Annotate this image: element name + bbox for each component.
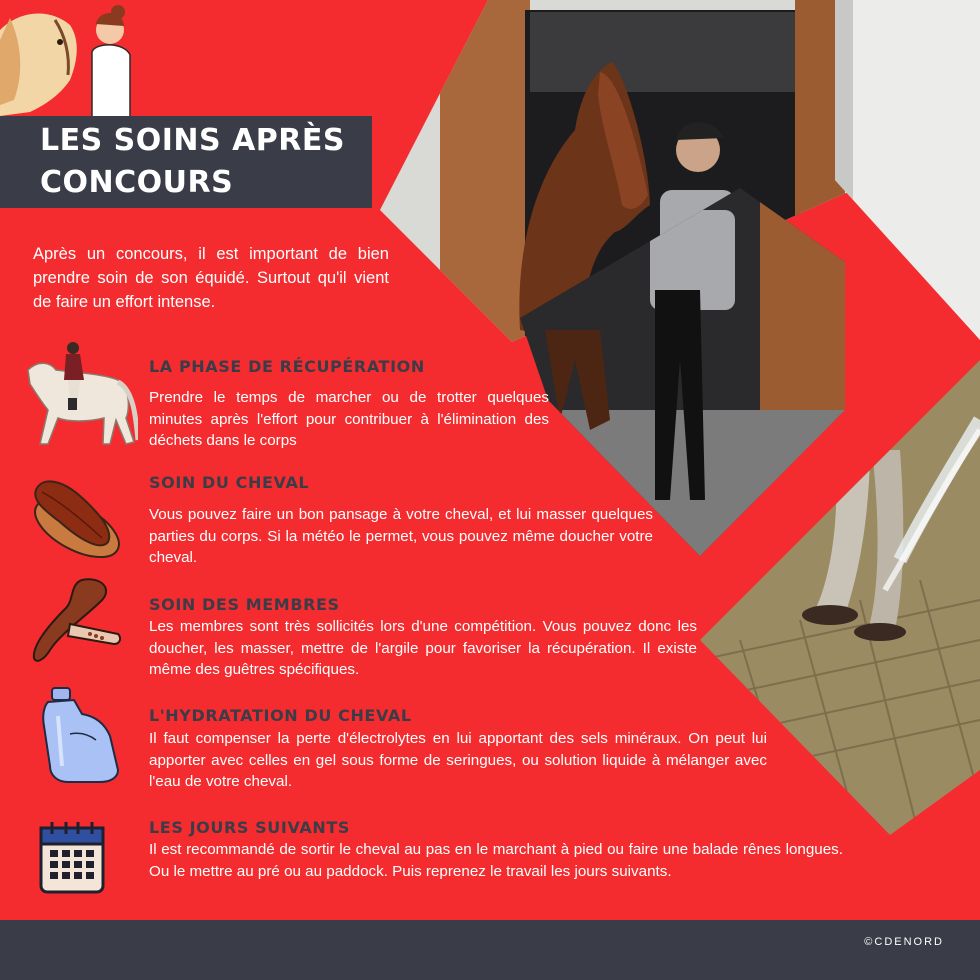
section-text-membres: Les membres sont très sollicités lors d'une compétition. Vous pouvez donc les doucher, les masser, mettre de l'argile pour favoriser la récupération. Il existe même des guêtres spécifiques.: [149, 618, 697, 678]
section-text-jours-suivants: Il est recommandé de sortir le cheval au pas en le marchant à pied ou faire une balade rênes longues. Ou le mettre au pré ou au paddock. Puis reprenez le travail les jours suivants.: [149, 841, 843, 880]
section-text-hydratation: Il faut compenser la perte d'électrolytes en lui apportant des sels minéraux. On peut lui apporter avec celles en gel sous forme de seringues, ou solution liquide à mélanger avec l'eau de votre cheval.: [149, 730, 767, 790]
footer-bar: [0, 920, 980, 980]
page-title-line-1: LES SOINS APRÈS: [40, 123, 345, 158]
section-text-recuperation: Prendre le temps de marcher ou de trotter quelques minutes après l'effort pour contribuer à l'élimination des déchets dans le corps: [149, 389, 549, 449]
intro-text: Après un concours, il est important de bien prendre soin de son équidé. Surtout qu'il vient de faire un effort intense.: [33, 245, 389, 311]
section-title-hydratation: L'HYDRATATION DU CHEVAL: [149, 706, 412, 725]
woman-horse-icon: [0, 0, 132, 118]
calendar-icon: [38, 820, 106, 896]
hoof-pick-icon: [30, 572, 126, 668]
section-text-soin-cheval: Vous pouvez faire un bon pansage à votre cheval, et lui masser quelques parties du corps. Si la météo le permet, vous pouvez même doucher votre cheval.: [149, 506, 653, 566]
horse-rider-icon: [18, 340, 138, 452]
page-title: [40, 120, 345, 204]
section-title-jours-suivants: LES JOURS SUIVANTS: [149, 818, 350, 837]
section-title-membres: SOIN DES MEMBRES: [149, 595, 340, 614]
copyright: ©CDENORD: [864, 936, 944, 948]
brush-icon: [22, 470, 124, 562]
page-title-line-2: CONCOURS: [40, 165, 234, 200]
section-title-soin-cheval: SOIN DU CHEVAL: [149, 473, 310, 492]
wall-photo: [835, 0, 980, 340]
water-bottle-icon: [38, 686, 130, 784]
section-title-recuperation: LA PHASE DE RÉCUPÉRATION: [149, 357, 425, 376]
